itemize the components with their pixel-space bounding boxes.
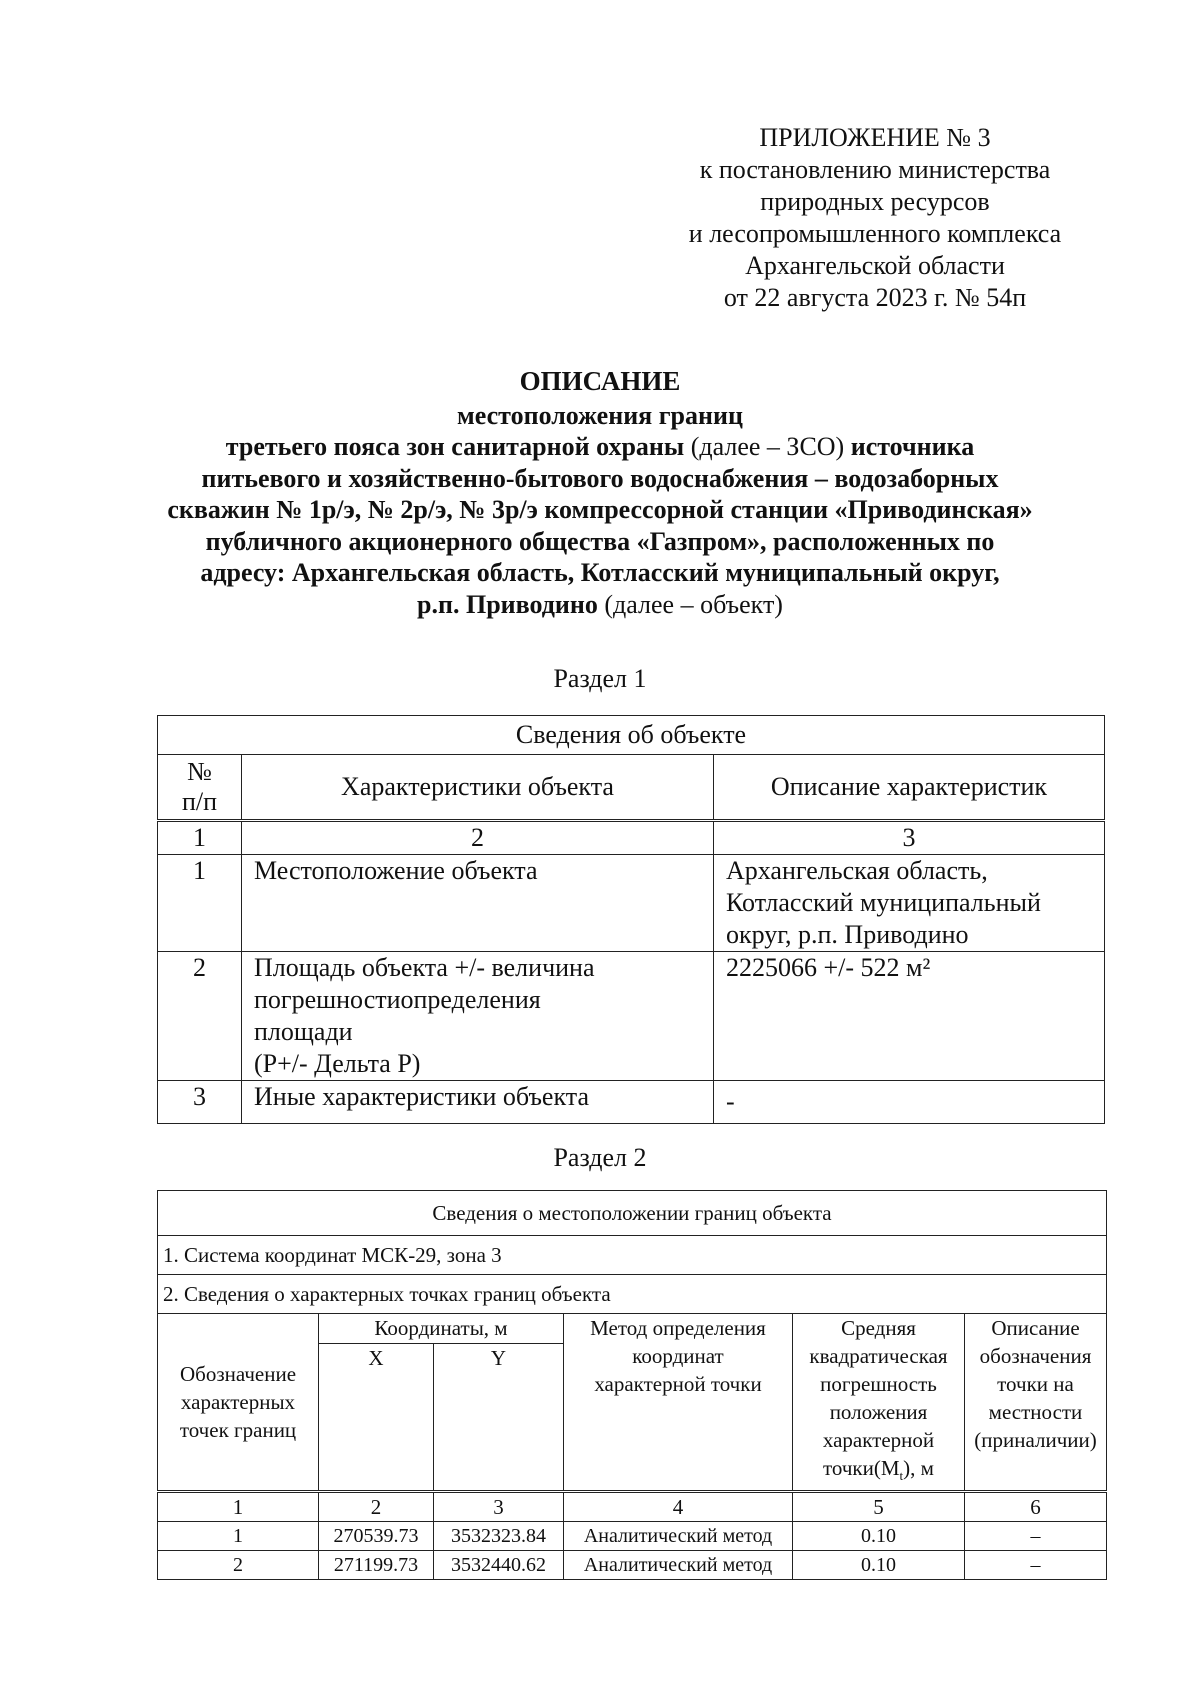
y-cell: 3532440.62 xyxy=(434,1551,564,1580)
header-text: п/п xyxy=(181,787,218,816)
table-row xyxy=(158,952,1105,1081)
cell-line: Местоположение объекта xyxy=(254,856,538,885)
column-header-error xyxy=(793,1314,965,1492)
y-cell: 3532323.84 xyxy=(434,1522,564,1551)
cell-line: Площадь объекта +/- величина xyxy=(254,953,595,982)
cell-line: погрешностиопределения xyxy=(254,985,541,1014)
heading-line xyxy=(130,589,1070,621)
header-text: положения xyxy=(829,1400,928,1424)
header-text: характерных xyxy=(180,1390,296,1415)
appendix-line: и лесопромышленного комплекса xyxy=(688,219,1062,248)
row-number: 2 xyxy=(158,952,242,1081)
appendix-line: ПРИЛОЖЕНИЕ № 3 xyxy=(759,123,991,152)
heading-line: адресу: Архангельская область, Котласский муниципальный округ, xyxy=(200,558,1000,587)
point-cell: 1 xyxy=(158,1522,319,1551)
column-number: 3 xyxy=(714,821,1105,855)
table-caption: Сведения о местоположении границ объекта xyxy=(158,1191,1107,1236)
table-row xyxy=(158,1081,1105,1124)
header-text: Обозначение xyxy=(179,1362,297,1387)
column-number: 5 xyxy=(793,1492,965,1522)
cell-line: Иные характеристики объекта xyxy=(254,1082,589,1111)
column-header-x: X xyxy=(319,1344,434,1492)
header-text: погрешность xyxy=(820,1372,937,1396)
document-title: ОПИСАНИЕ xyxy=(519,366,681,396)
cell-line: площади xyxy=(254,1017,353,1046)
points-info-row: 2. Сведения о характерных точках границ объекта xyxy=(158,1275,1107,1314)
column-header-description xyxy=(965,1314,1107,1492)
section-1-title: Раздел 1 xyxy=(553,664,647,693)
description-cell: – xyxy=(965,1522,1107,1551)
cell-line: (Р+/- Дельта Р) xyxy=(254,1049,421,1078)
appendix-line: Архангельской области xyxy=(745,251,1005,280)
header-text: координат xyxy=(632,1344,724,1368)
x-cell: 270539.73 xyxy=(319,1522,434,1551)
heading-line: питьевого и хозяйственно-бытового водоснабжения – водозаборных xyxy=(201,463,999,493)
column-number: 4 xyxy=(564,1492,793,1522)
column-number: 2 xyxy=(242,821,714,855)
characteristic-cell xyxy=(242,1081,714,1124)
column-header-number xyxy=(158,755,242,821)
table-caption: Сведения об объекте xyxy=(158,716,1105,755)
heading-bold-text: третьего пояса зон санитарной охраны xyxy=(225,432,685,461)
object-info-table xyxy=(157,715,1105,1124)
appendix-line: к постановлению министерства xyxy=(699,155,1051,184)
cell-line: - xyxy=(726,1087,735,1116)
description-cell: – xyxy=(965,1551,1107,1580)
appendix-line: природных ресурсов xyxy=(760,187,990,216)
header-text: Описание xyxy=(991,1316,1080,1340)
header-text: Метод определения xyxy=(590,1316,766,1340)
header-text: квадратическая xyxy=(809,1344,948,1368)
error-cell: 0.10 xyxy=(793,1551,965,1580)
column-header-method xyxy=(564,1314,793,1492)
row-number: 1 xyxy=(158,855,242,952)
appendix-header xyxy=(640,122,1110,314)
heading-normal-text: (далее – ЗСО) xyxy=(684,432,851,461)
heading-line xyxy=(130,431,1070,463)
characteristic-cell xyxy=(242,855,714,952)
column-header-description: Описание характеристик xyxy=(714,755,1105,821)
column-number: 2 xyxy=(319,1492,434,1522)
header-text: (приналичии) xyxy=(974,1428,1097,1452)
header-text: местности xyxy=(988,1400,1083,1424)
appendix-line: от 22 августа 2023 г. № 54п xyxy=(723,283,1027,312)
row-number: 3 xyxy=(158,1081,242,1124)
column-header-characteristics: Характеристики объекта xyxy=(242,755,714,821)
method-cell: Аналитический метод xyxy=(564,1551,793,1580)
point-cell: 2 xyxy=(158,1551,319,1580)
cell-line: Архангельская область, xyxy=(726,856,988,885)
cell-line: Котласский муниципальный xyxy=(726,888,1041,917)
document-heading xyxy=(130,366,1070,620)
header-text: Средняя xyxy=(841,1316,916,1340)
heading-bold-text: источника xyxy=(850,432,975,461)
header-text: ), м xyxy=(903,1456,934,1480)
column-number: 1 xyxy=(158,821,242,855)
heading-bold-text: р.п. Приводино xyxy=(417,589,598,619)
cell-line: 2225066 +/- 522 м² xyxy=(726,953,931,982)
heading-line: местоположения границ xyxy=(457,400,743,430)
boundary-points-table xyxy=(157,1190,1107,1580)
table-row xyxy=(158,1522,1107,1551)
subscript: t xyxy=(899,1468,904,1484)
header-text: обозначения xyxy=(979,1344,1092,1368)
error-cell: 0.10 xyxy=(793,1522,965,1551)
column-number: 1 xyxy=(158,1492,319,1522)
heading-line: публичного акционерного общества «Газпром», расположенных по xyxy=(205,526,995,556)
header-text xyxy=(798,1454,959,1490)
description-cell xyxy=(714,855,1105,952)
method-cell: Аналитический метод xyxy=(564,1522,793,1551)
column-header-y: Y xyxy=(434,1344,564,1492)
characteristic-cell xyxy=(242,952,714,1081)
header-text: № xyxy=(187,757,212,786)
column-number: 3 xyxy=(434,1492,564,1522)
cell-line: округ, р.п. Приводино xyxy=(726,920,969,949)
header-text: точек границ xyxy=(179,1418,297,1443)
header-text: характерной xyxy=(822,1428,935,1452)
description-cell xyxy=(714,1081,1105,1124)
header-text: точки(M xyxy=(823,1456,900,1480)
section-2-title: Раздел 2 xyxy=(553,1143,647,1172)
table-row xyxy=(158,1551,1107,1580)
coordinate-system-row: 1. Система координат МСК-29, зона 3 xyxy=(158,1236,1107,1275)
column-header-designation xyxy=(158,1314,319,1492)
heading-normal-text: (далее – объект) xyxy=(597,589,783,619)
column-header-coordinates: Координаты, м xyxy=(319,1314,564,1344)
header-text: характерной точки xyxy=(594,1372,762,1396)
header-text: точки на xyxy=(997,1372,1074,1396)
heading-line: скважин № 1р/э, № 2р/э, № 3р/э компрессорной станции «Приводинская» xyxy=(167,495,1033,524)
column-number: 6 xyxy=(965,1492,1107,1522)
description-cell xyxy=(714,952,1105,1081)
x-cell: 271199.73 xyxy=(319,1551,434,1580)
table-row xyxy=(158,855,1105,952)
